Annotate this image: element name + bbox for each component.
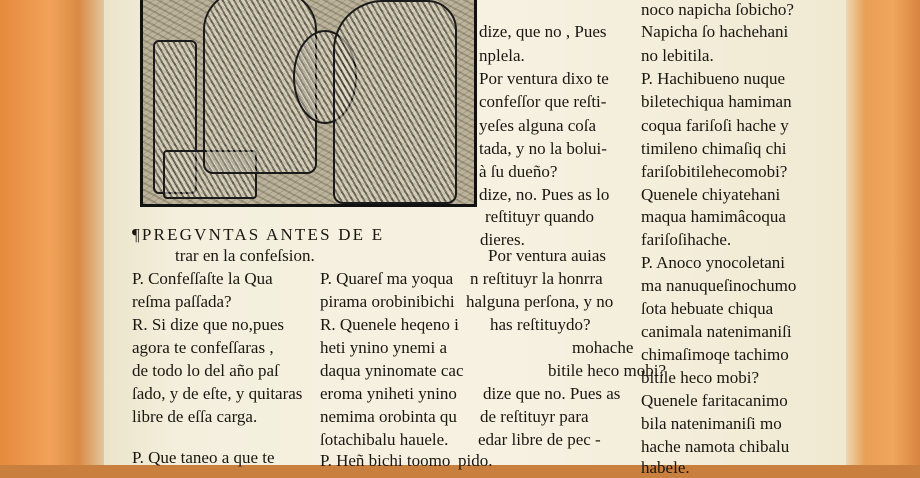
text-line: à ſu dueño? [479,162,558,181]
text-line: de todo lo del año paſ [132,361,279,380]
text-line: P. Anoco ynocoletani [641,253,786,272]
page-edge-left [0,0,112,465]
text-line: mohache [572,338,634,357]
text-line: agora te confeſſaras , [132,338,274,357]
text-line: Quenele chiyatehani [641,185,781,204]
text-line: pirama orobinibichi [320,292,455,311]
text-line: no lebitila. [641,46,714,65]
text-line: confeſſor que reſti- [479,92,607,111]
text-line: coqua fariſoſi hache y [641,116,789,135]
text-line: de reſtituyr para [480,407,589,426]
text-line: P. Heñ bichi toomo [320,451,451,470]
section-heading-continued: trar en la confeſsion. [175,246,315,265]
text-line: nemima orobinta qu [320,407,457,426]
text-line: dieres. [480,230,525,249]
text-line: hache namota chibalu [641,437,790,456]
page-edge-right [842,0,920,465]
text-line: R. Quenele heqeno i [320,315,459,334]
text-line: yeſes alguna coſa [479,116,597,135]
text-line: habele. [641,458,690,477]
text-line: dize, no. Pues as lo [479,185,610,204]
text-line: dize que no. Pues as [483,384,621,403]
text-line: ſado, y de eſte, y quitaras [132,384,303,403]
text-line: pido. [458,451,493,470]
text-line: has reſtituydo? [490,315,591,334]
text-line: eroma yniheti ynino [320,384,457,403]
text-line: halguna perſona, y no [466,292,614,311]
text-line: ſotachibalu hauele. [320,430,449,449]
text-line: bitile heco mobi? [641,368,760,387]
text-line: edar libre de pec - [478,430,601,449]
text-line: n reſtituyr la honrra [470,269,603,288]
woodcut-illustration [140,0,477,207]
text-line: chimaſimoqe tachimo [641,345,789,364]
text-line: P. Que taneo a que te [132,448,275,467]
text-line: canimala natenimaniſi [641,322,792,341]
text-line: nplela. [479,46,525,65]
text-line: maqua hamimâcoqua [641,207,786,226]
text-line: ſota hebuate chiqua [641,299,774,318]
text-line: tada, y no la bolui- [479,139,607,158]
text-line: Por ventura dixo te [479,69,609,88]
text-line: biletechiqua hamiman [641,92,792,111]
text-line: P. Hachibueno nuque [641,69,786,88]
text-line: ma nanuqueſinochumo [641,276,797,295]
text-line: bila natenimaniſi mo [641,414,782,433]
text-line: bitile heco mobi? [548,361,667,380]
text-line: fariſobitilehecomobi? [641,162,788,181]
section-heading: ¶PREGVNTAS ANTES DE E [132,225,385,244]
text-line: noco napicha ſobicho? [641,0,794,19]
text-line: R. Si dize que no,pues [132,315,285,334]
text-line: libre de eſſa carga. [132,407,258,426]
text-line: Quenele faritacanimo [641,391,788,410]
text-line: reſma paſſada? [132,292,232,311]
text-line: dize, que no , Pues [479,22,607,41]
text-line: P. Quareſ ma yoqua [320,269,454,288]
text-line: fariſoſihache. [641,230,732,249]
text-line: Por ventura auias [488,246,607,265]
text-line: reſtituyr quando [485,207,595,226]
text-line: timileno chimaſiq chi [641,139,787,158]
text-line: heti ynino ynemi a [320,338,448,357]
text-line: daqua yninomate cac [320,361,464,380]
text-line: P. Confeſſaſte la Qua [132,269,273,288]
woodcut-kneeling-figure [333,0,457,204]
text-line: Napicha ſo hachehani [641,22,789,41]
